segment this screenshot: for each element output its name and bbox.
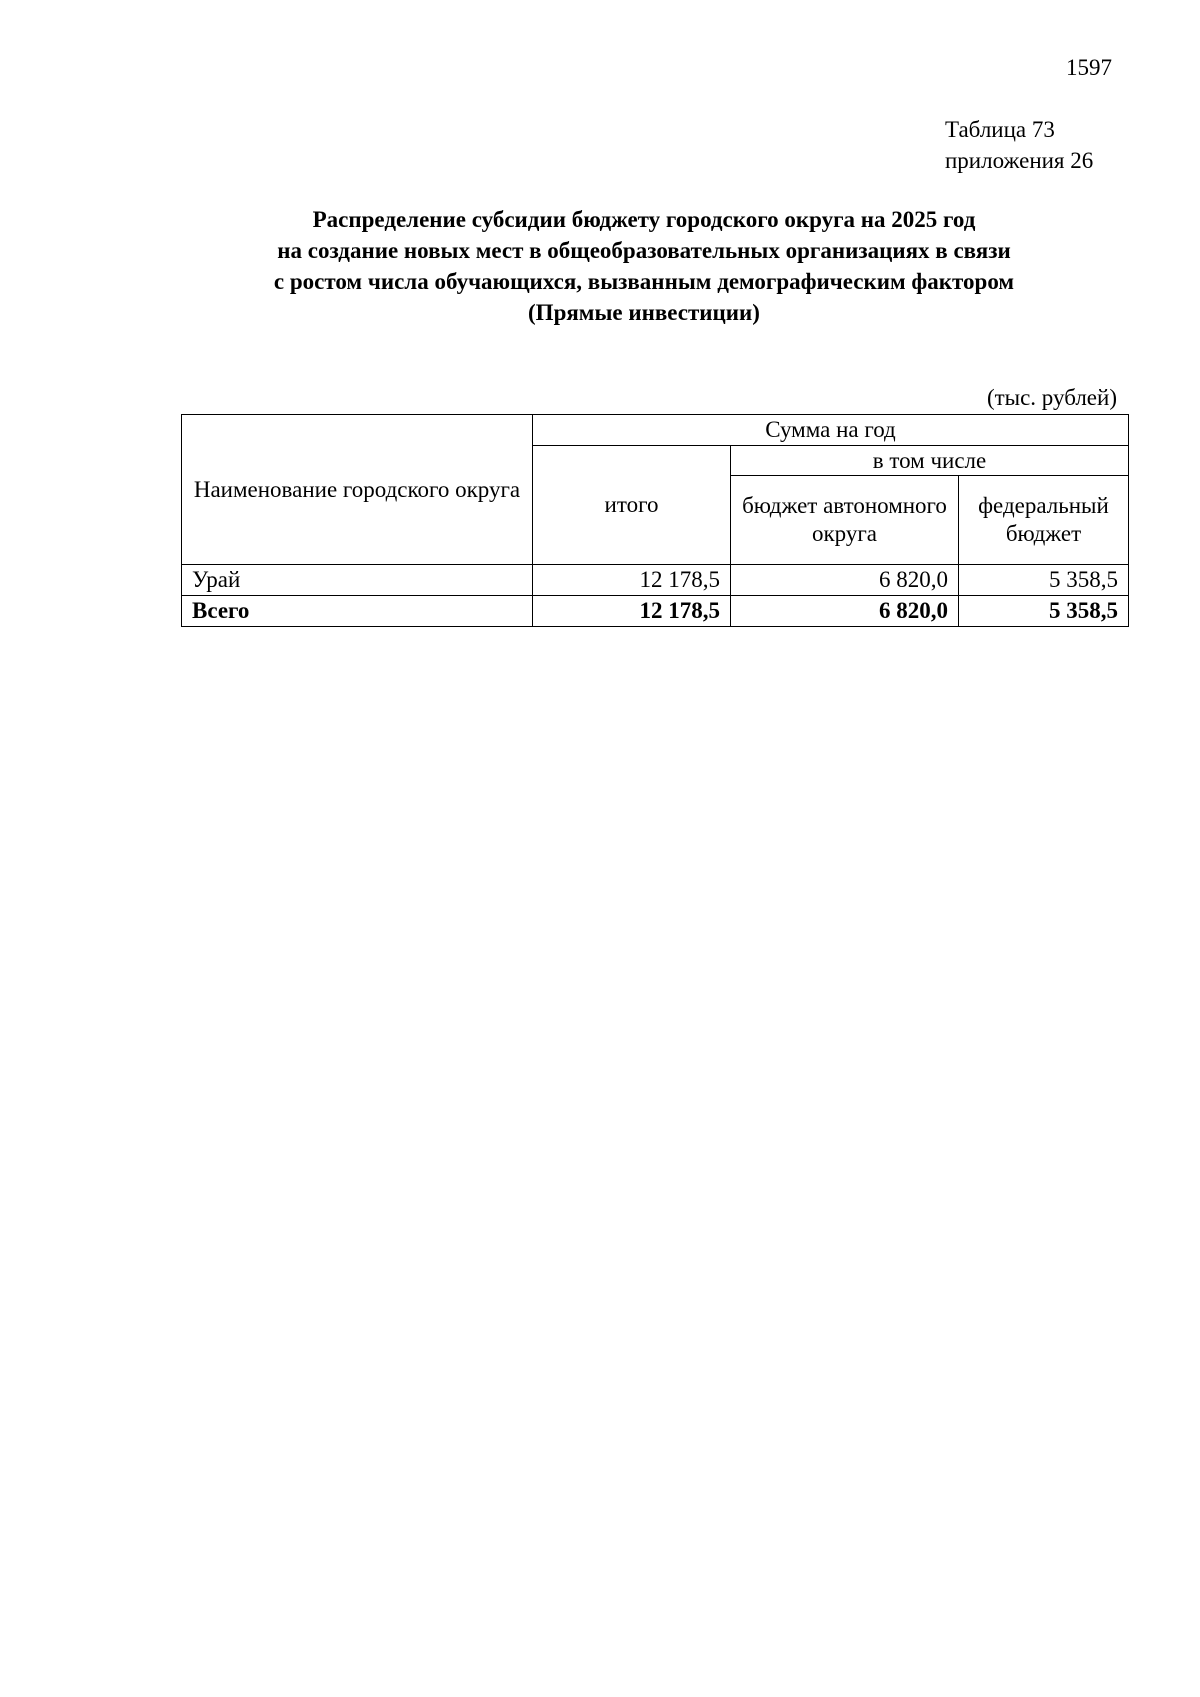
page-number: 1597 (1066, 55, 1112, 80)
title-line2: на создание новых мест в общеобразовательных организациях в связи (277, 238, 1011, 263)
total-row-federal-budget: 5 358,5 (959, 596, 1129, 627)
row-total: 12 178,5 (533, 565, 731, 596)
title-line3: с ростом числа обучающихся, вызванным демографическим фактором (273, 269, 1015, 294)
table-reference-line2: приложения 26 (945, 148, 1094, 173)
row-name: Урай (182, 565, 533, 596)
table-reference-line1: Таблица 73 (945, 117, 1055, 142)
row-ao-budget: 6 820,0 (731, 565, 959, 596)
header-including: в том числе (731, 446, 1129, 476)
total-row-ao-budget: 6 820,0 (731, 596, 959, 627)
header-total: итого (533, 446, 731, 565)
units-label: (тыс. рублей) (986, 385, 1117, 410)
header-sum-per-year: Сумма на год (533, 415, 1129, 446)
title-line1: Распределение субсидии бюджету городского округа на 2025 год (312, 207, 976, 232)
row-federal-budget: 5 358,5 (959, 565, 1129, 596)
document-title (180, 204, 1108, 328)
table-row (182, 565, 1129, 596)
header-federal-budget: федеральный бюджет (959, 476, 1129, 565)
table-reference (945, 114, 1093, 176)
total-row (182, 596, 1129, 627)
total-row-total: 12 178,5 (533, 596, 731, 627)
title-line4: (Прямые инвестиции) (528, 300, 760, 325)
header-name: Наименование городского округа (182, 415, 533, 565)
total-row-name: Всего (182, 596, 533, 627)
subsidy-table (181, 414, 1129, 627)
header-ao-budget: бюджет автономного округа (731, 476, 959, 565)
